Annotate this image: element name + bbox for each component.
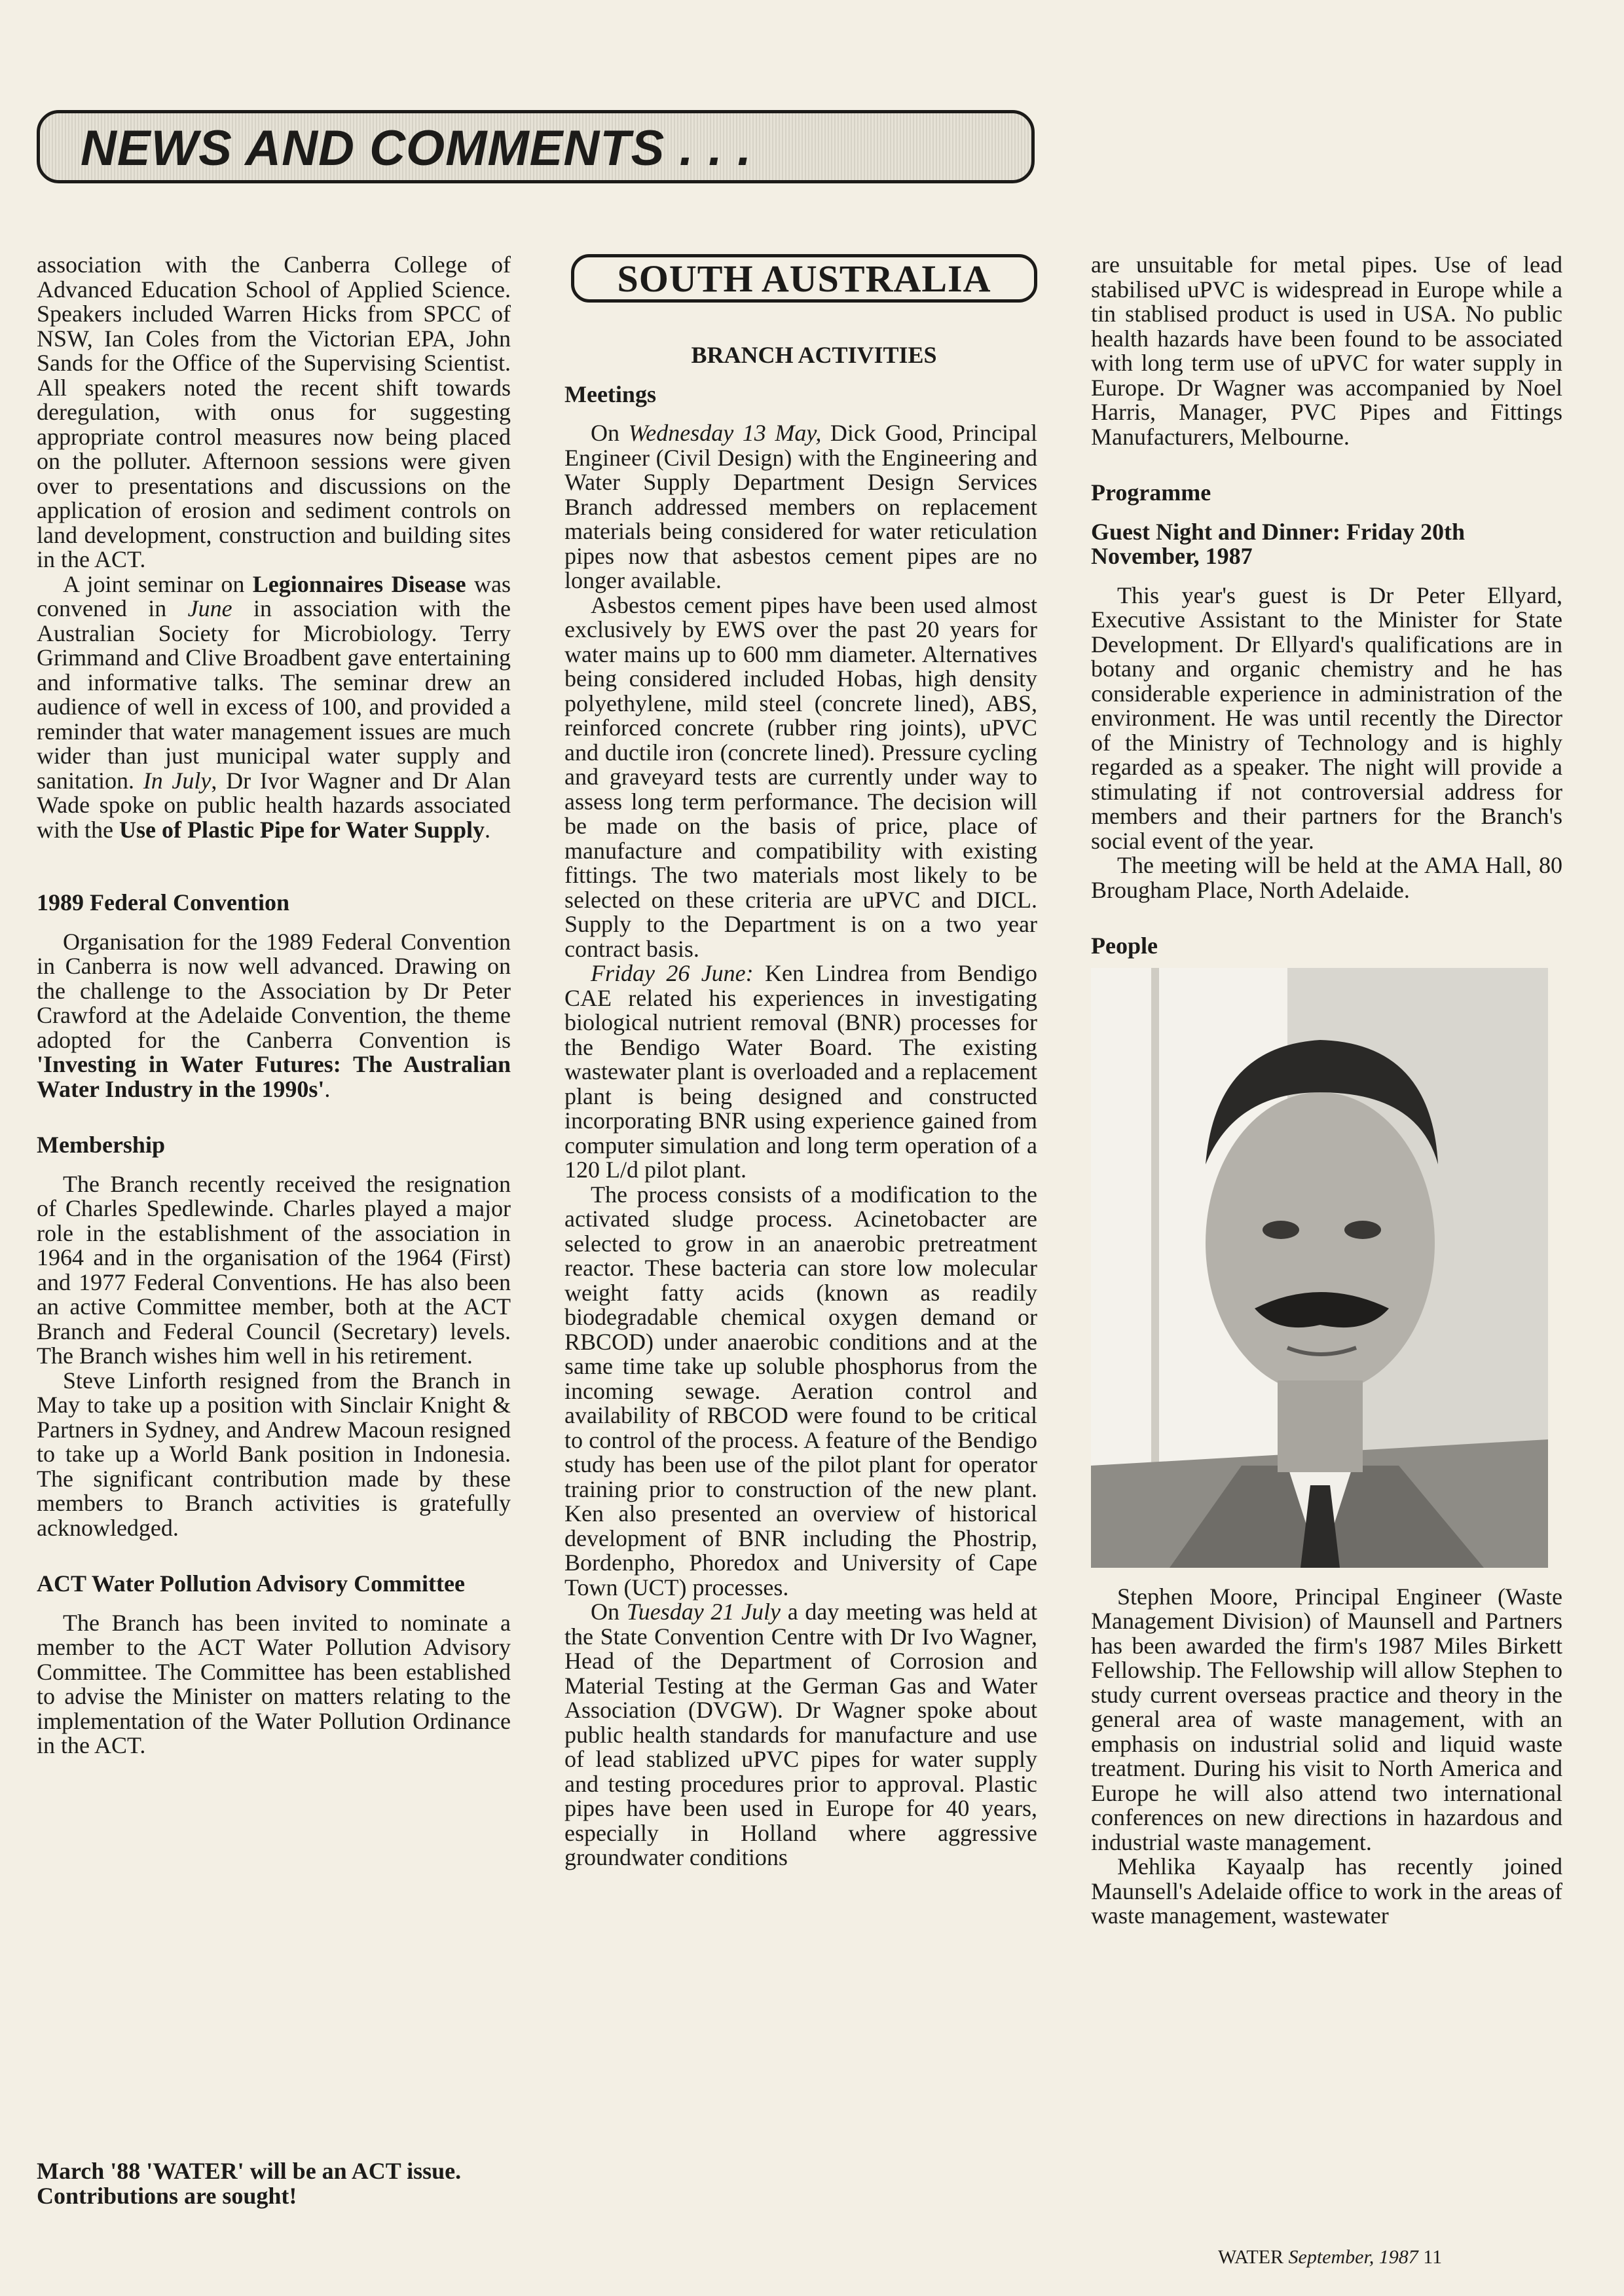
heading-committee: ACT Water Pollution Advisory Committee [37,1570,465,1597]
paragraph: A joint seminar on Legionnaires Disease was convened in June in association with the Australian Society for Microbiology. Terry Grimmand and Clive Broadbent gave entertaining and informative talks. The seminar drew an audience of well in excess of 100, and provided a reminder that water management issues are much wider than just municipal water supply and sanitation. In July, Dr Ivor Wagner and Dr Alan Wade spoke on public health hazards associated with the Use of Plastic Pipe for Water Supply. [37,570,511,843]
heading-meetings: Meetings [564,380,656,407]
paragraph: The meeting will be held at the AMA Hall, 80 Brougham Place, North Adelaide. [1091,852,1562,903]
paragraph: are unsuitable for metal pipes. Use of lead stabilised uPVC is widespread in Europe while a tin stablised product is used in USA. No public health hazards have been found to be associated with long term use of uPVC for water supply in Europe. Dr Wagner was accompanied by Noel Harris, Manager, PVC Pipes and Fittings Manufacturers, Melbourne. [1091,251,1562,450]
footer-journal: WATER [1218,2246,1283,2268]
paragraph: The process consists of a modification to the activated sludge process. Acinetobacter are selected to grow in an anaerobic pretreatment reactor. These bacteria can store low molecular weight fatty acids (known as readily biodegradable chemical oxygen demand or RBCOD) under anaerobic conditions and at the same time take up soluble phosphorus from the incoming sewage. Aeration control and availability of RBCOD were found to be critical to control of the process. A feature of the Bendigo study has been use of the pilot plant for operator training prior to construction of the new plant. Ken also presented an overview of historical development of BNR including the Phostrip, Bordenpho, Phoredox and University of Cape Town (UCT) processes. [564,1181,1037,1601]
banner-title: NEWS AND COMMENTS . . . [81,120,752,176]
paragraph: On Tuesday 21 July a day meeting was held at the State Convention Centre with Dr Ivo Wagner, Head of the Department of Corrosion and Material Testing at the German Gas and Water Association (DVGW). Dr Wagner spoke about public health standards for manufacture and use of lead stablized uPVC pipes for water supply and testing procedures prior to approval. Plastic pipes have been used in Europe for 40 years, especially in Holland where aggressive groundwater conditions [564,1599,1038,1870]
paragraph: The Branch has been invited to nominate a member to the ACT Water Pollution Advisory Committee. The Committee has been established to advise the Minister on matters relating to the implementation of the Water Pollution Ordinance in the ACT. [37,1609,511,1758]
paragraph: Stephen Moore, Principal Engineer (Waste Management Division) of Maunsell and Partners has been awarded the firm's 1987 Miles Birkett Fellowship. The Fellowship will allow Stephen to study current overseas practice and theory in the general area of waste management, with an emphasis on industrial solid and liquid waste treatment. During his visit to North America and Europe he will also attend two international conferences on new directions in hazardous and industrial waste management. [1091,1583,1562,1855]
paragraph: Asbestos cement pipes have been used almost exclusively by EWS over the past 20 years for water mains up to 600 mm diameter. Alternatives being considered included Hobas, high density polyethylene, mild steel (concrete lined), ABS, reinforced concrete (rubber ring joints), uPVC and ductile iron (concrete lined). Pressure cycling and graveyard tests are currently under way to assess long term performance. The decision will be made on the basis of price, place of manufacture and compatibility with existing fittings. The two materials most likely to be selected on these criteria are uPVC and DICL. Supply to the Department is on a two year contract basis. [564,591,1037,962]
footer-page-number: 11 [1423,2246,1443,2268]
paragraph: The Branch recently received the resignation of Charles Spedlewinde. Charles played a major role in the establishment of the association in 1964 and in the organisation of the 1964 (First) and 1977 Federal Conventions. He has also been an active Committee member, both at the ACT Branch and Federal Council (Secretary) levels. The Branch wishes him well in his retirement. [37,1170,511,1369]
section-banner [37,110,1035,183]
heading-programme: Programme [1091,479,1211,506]
footer-date: September, 1987 [1288,2246,1418,2268]
section-box-south-australia [571,254,1037,303]
column-1 [37,253,511,1758]
paragraph: This year's guest is Dr Peter Ellyard, Executive Assistant to the Minister for State Development. Dr Ellyard's qualifications are in botany and organic chemistry and he has considerable experience in administration of the environment. He was until recently the Director of the Ministry of Technology and is highly regarded as a speaker. The night will provide a stimulating if not controversial address for members and their partners for the Branch's social event of the year. [1091,582,1562,854]
paragraph: Mehlika Kayaalp has recently joined Maunsell's Adelaide office to work in the areas of waste management, wastewater [1091,1853,1562,1929]
issue-note: March '88 'WATER' will be an ACT issue. Contributions are sought! [37,2158,462,2209]
paragraph: association with the Canberra College of Advanced Education School of Applied Science. Speakers included Warren Hicks from SPCC of NSW, Ian Coles from the Victorian EPA, John Sands for the Office of the Supervising Scientist. All speakers noted the recent shift towards deregulation, with onus for suggesting appropriate control measures now being placed on the polluter. Afternoon sessions were given over to presentations and discussions on the application of erosion and sediment controls on land development, construction and building sites in the ACT. [37,251,511,572]
paragraph: Friday 26 June: Ken Lindrea from Bendigo CAE related his experiences in investigating biological nutrient removal (BNR) processes for the Bendigo Water Board. The existing wastewater plant is overloaded and a replacement plant is being designed and constructed incorporating BNR using experience gained from computer simulation and long term operation of a 120 L/d pilot plant. [564,960,1037,1183]
heading-branch-activities: BRANCH ACTIVITIES [691,342,937,368]
heading-convention: 1989 Federal Convention [37,889,289,916]
portrait-photo [1091,968,1548,1568]
heading-membership: Membership [37,1132,165,1158]
column-2 [564,343,1037,1870]
column-3 [1091,253,1562,1929]
paragraph: Steve Linforth resigned from the Branch in May to take up a position with Sinclair Knight & Partners in Sydney, and Andrew Macoun resigned to take up a World Bank position in Indonesia. The significant contribution made by these members to Branch activities is gratefully acknowledged. [37,1367,511,1541]
page-footer [1218,2246,1442,2268]
heading-guest-night: Guest Night and Dinner: Friday 20th November, 1987 [1091,518,1466,569]
paragraph: On Wednesday 13 May, Dick Good, Principal Engineer (Civil Design) with the Engineering and Water Supply Department Design Services Branch addressed members on replacement materials being considered for water reticulation pipes now that asbestos cement pipes are no longer available. [564,420,1038,593]
heading-people: People [1091,933,1158,959]
section-title: SOUTH AUSTRALIA [617,257,991,300]
paragraph: Organisation for the 1989 Federal Convention in Canberra is now well advanced. Drawing on the challenge to the Association by Dr Peter Crawford at the Adelaide Convention, the theme adopted for the Canberra Convention is 'Investing in Water Futures: The Australian Water Industry in the 1990s'. [37,928,511,1102]
